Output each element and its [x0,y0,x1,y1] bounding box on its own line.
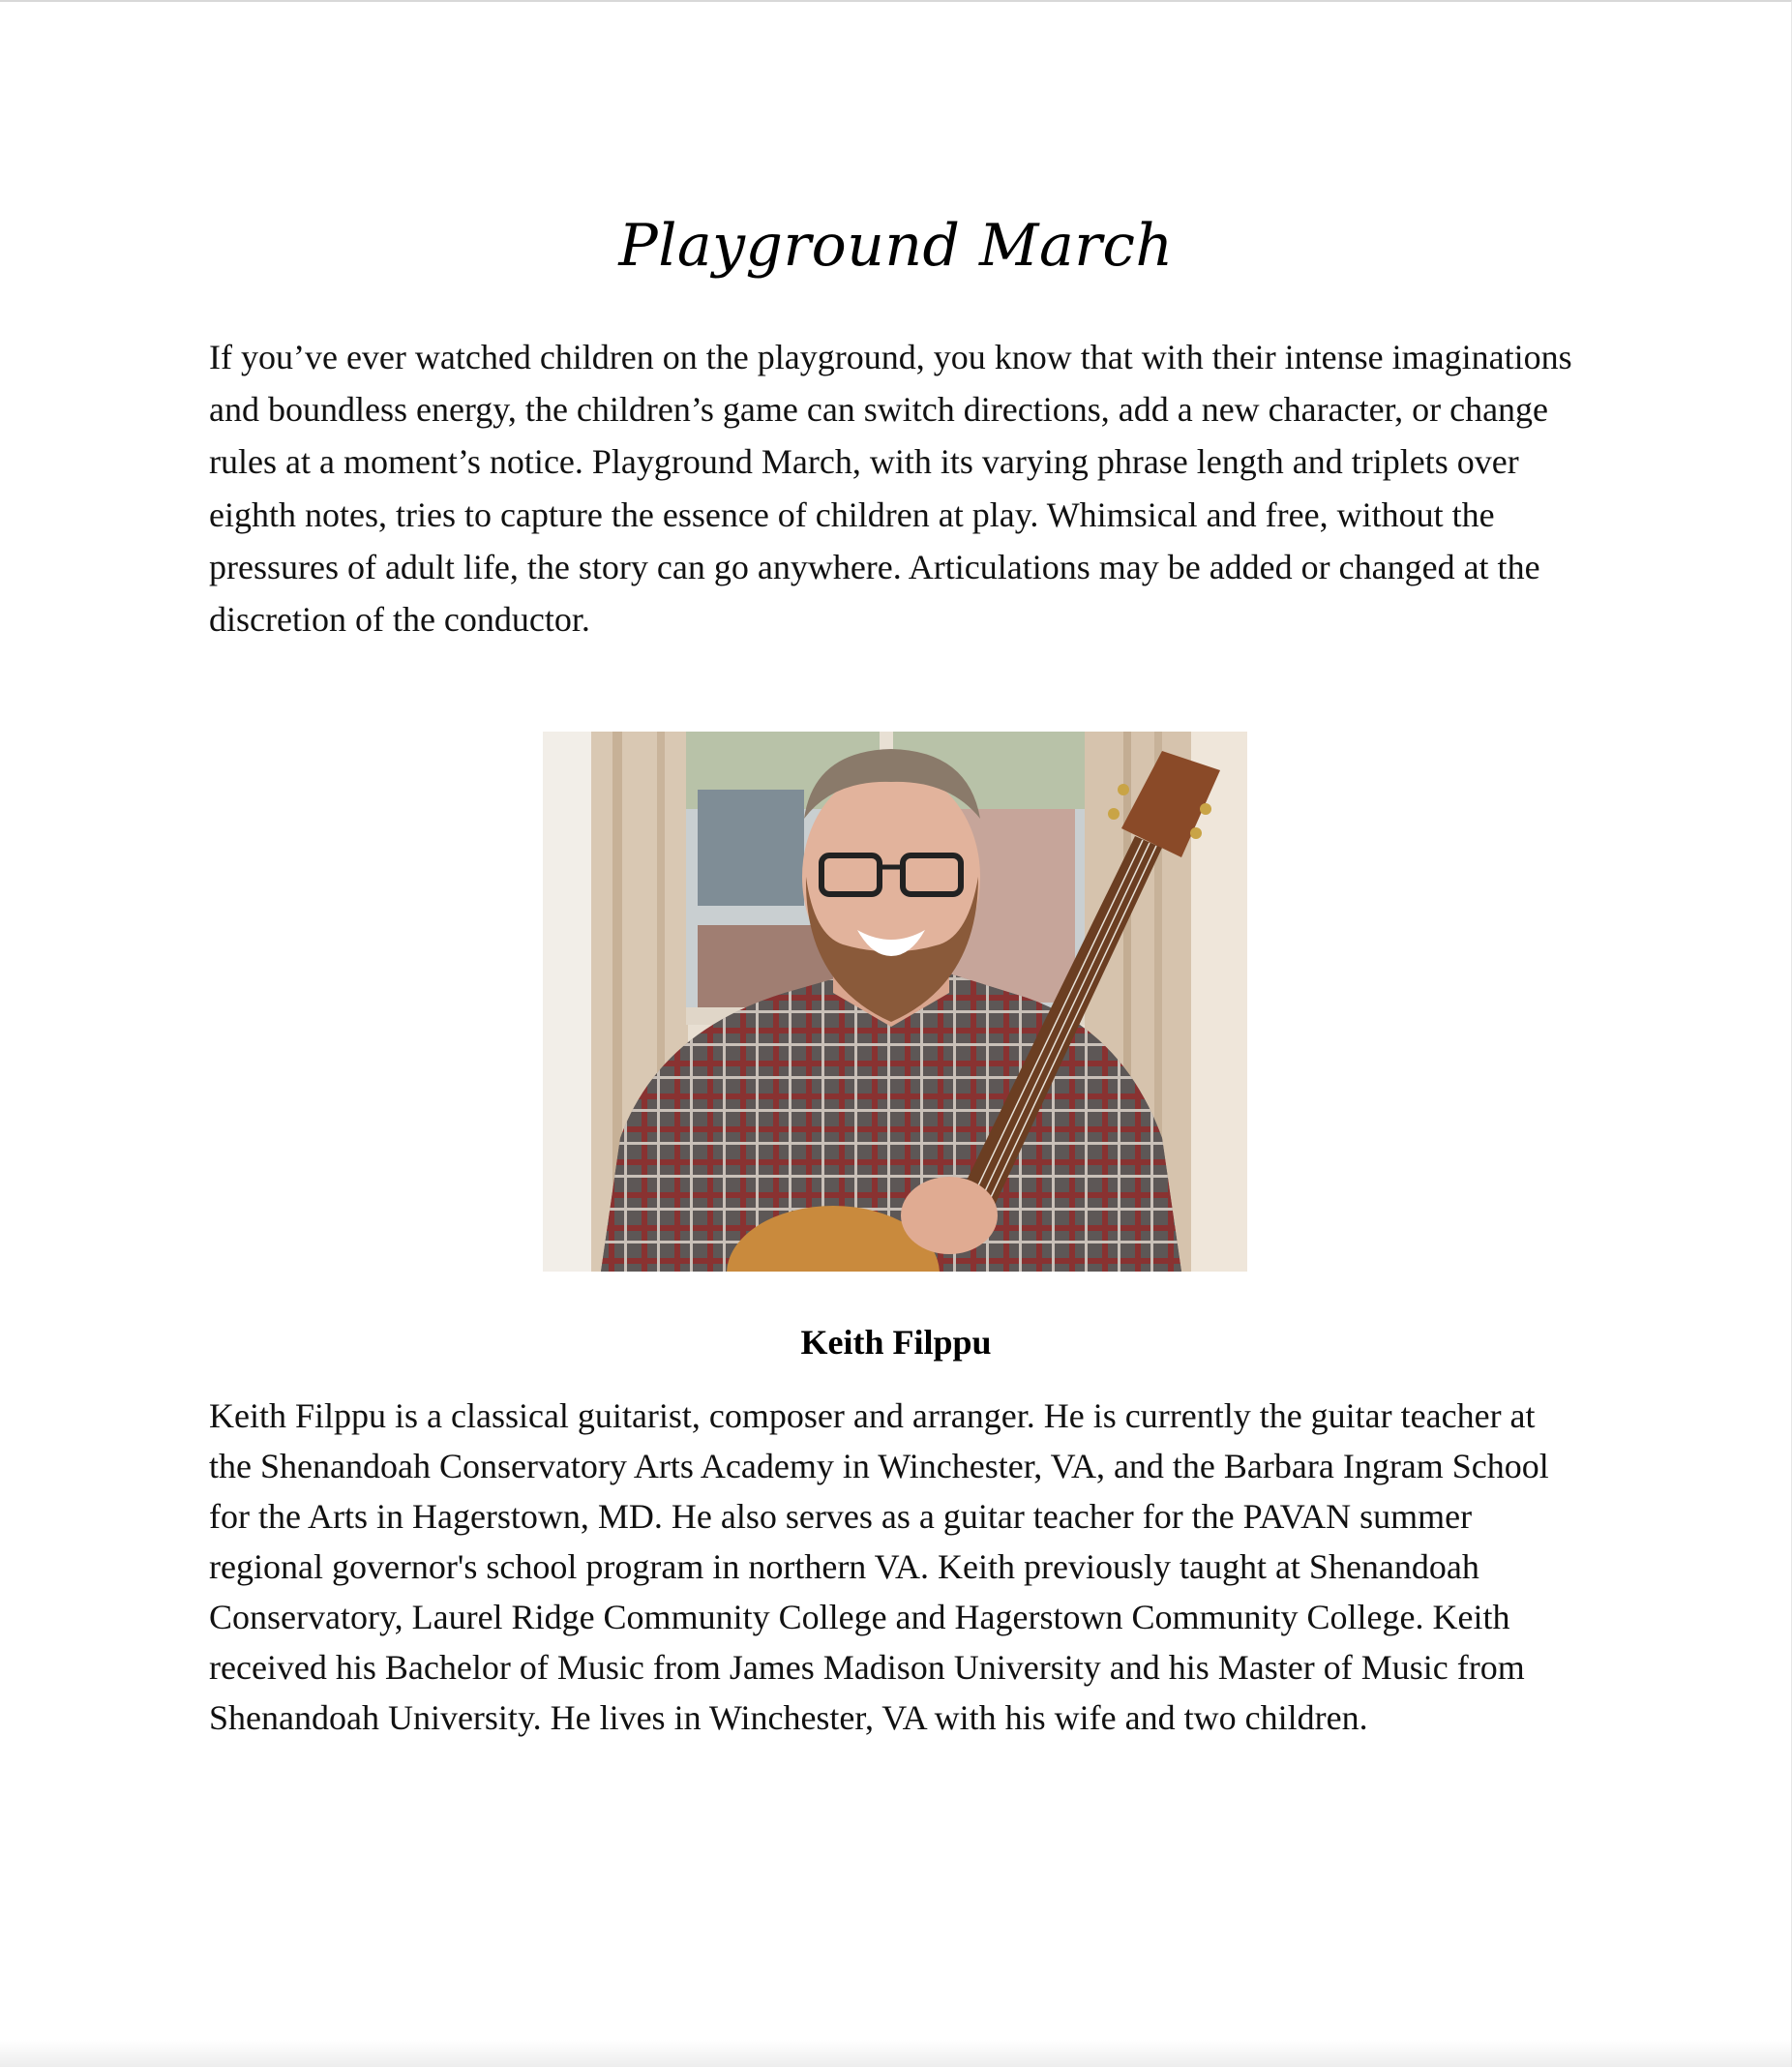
composer-name: Keith Filppu [800,1323,992,1362]
composer-photo [543,732,1247,1272]
portrait-photo-icon [543,732,1247,1272]
intro-paragraph: If you’ve ever watched children on the playground, you know that with their intense imaginations and boundless energy, the children’s game can switch directions, add a new character, or change rules at a moment’s notice. Playground March, with its varying phrase length and triplets over eighth notes, tries to capture the essence of children at play. Whimsical and free, without the pressures of adult life, the story can go anywhere. Articulations may be added or changed at the discretion of the conductor. [209,338,1572,640]
bio-paragraph: Keith Filppu is a classical guitarist, composer and arranger. He is currently the guitar teacher at the Shenandoah Conservatory Arts Academy in Winchester, VA, and the Barbara Ingram School for the Arts in Hagerstown, MD. He also serves as a guitar teacher for the PAVAN summer regional governor's school program in northern VA. Keith previously taught at Shenandoah Conservatory, Laurel Ridge Community College and Hagerstown Community College. Keith received his Bachelor of Music from James Madison University and his Master of Music from Shenandoah University. He lives in Winchester, VA with his wife and two children. [209,1396,1549,1737]
page-bottom-shadow [0,2040,1791,2067]
page-title: Playground March [618,212,1174,280]
